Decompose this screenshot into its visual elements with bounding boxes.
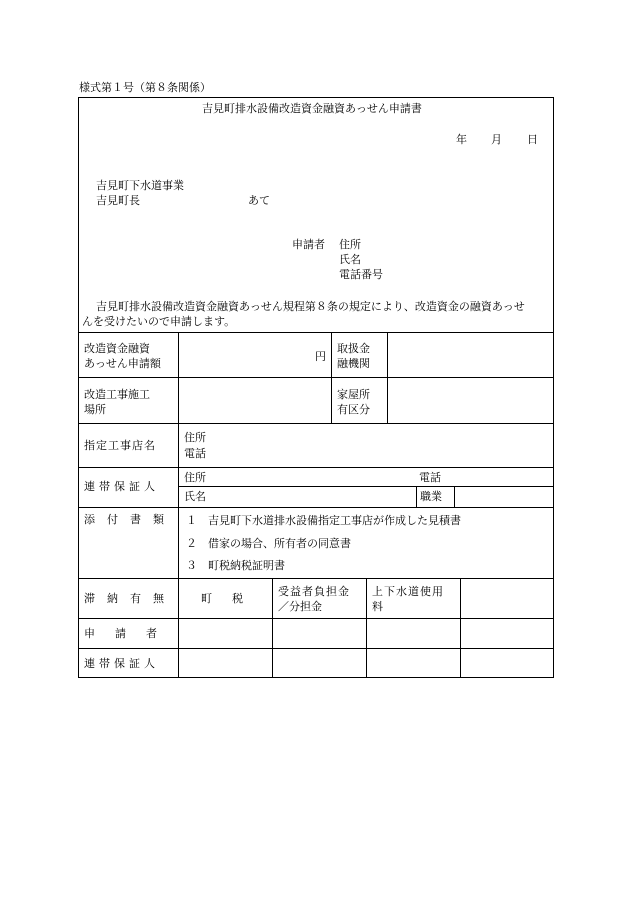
attachments-label: 添付書類 (84, 513, 176, 526)
contractor-phone-label: 電話 (184, 447, 206, 460)
table-top-line (78, 332, 554, 333)
addressee-org: 吉見町下水道事業 (96, 179, 184, 192)
row-line (78, 618, 554, 619)
loan-amount-label-2: あっせん申請額 (84, 357, 161, 370)
row-line (78, 377, 554, 378)
guarantor-address-label: 住所 (184, 471, 206, 484)
usage-fee-label-2: 料 (372, 600, 383, 613)
row-line (178, 486, 554, 487)
date-day: 日 (527, 133, 538, 146)
addressee-mayor: 吉見町長 (96, 194, 140, 207)
attachment-item: １ 吉見町下水道排水設備指定工事店が作成した見積書 (186, 514, 461, 527)
date-year: 年 (456, 133, 467, 146)
usage-fee-label-1: 上下水道使用 (372, 585, 444, 598)
guarantor-label: 連帯保証人 (84, 480, 159, 493)
applicant-phone: 電話番号 (339, 268, 383, 281)
owner-label-1: 家屋所 (337, 388, 370, 401)
applicant-label: 申請者 (292, 238, 325, 251)
col-divider (272, 578, 273, 678)
applicant-name: 氏名 (339, 253, 361, 266)
col-divider (416, 486, 417, 507)
contractor-address-label: 住所 (184, 431, 206, 444)
bank-label-1: 取扱金 (337, 342, 370, 355)
bank-field[interactable] (389, 334, 552, 375)
attachment-item: ２ 借家の場合、所有者の同意書 (186, 537, 351, 550)
col-divider (366, 578, 367, 678)
owner-field[interactable] (389, 379, 552, 421)
row-line (78, 578, 554, 579)
site-label-2: 場所 (84, 403, 106, 416)
guarantor-name-label: 氏名 (184, 490, 206, 503)
col-divider (331, 332, 332, 423)
site-field[interactable] (180, 379, 329, 421)
bank-label-2: 融機関 (337, 357, 370, 370)
attachment-item: ３ 町税納税証明書 (186, 559, 285, 572)
site-label-1: 改造工事施工 (84, 388, 150, 401)
col-divider (387, 332, 388, 423)
contractor-label: 指定工事店名 (84, 439, 156, 452)
row-line (78, 423, 554, 424)
loan-amount-field[interactable] (180, 334, 329, 375)
date-month: 月 (491, 133, 502, 146)
loan-amount-label-1: 改造資金融資 (84, 342, 150, 355)
arrears-label: 滞納有無 (84, 592, 176, 605)
row-line (78, 648, 554, 649)
town-tax-label: 町税 (201, 592, 263, 605)
owner-label-2: 有区分 (337, 403, 370, 416)
applicant-address: 住所 (339, 238, 361, 251)
col-divider (454, 486, 455, 507)
guarantor-job-label: 職業 (420, 490, 442, 503)
guarantor-phone-label: 電話 (419, 471, 441, 484)
row-line (78, 467, 554, 468)
col-divider (460, 578, 461, 678)
addressee-suffix: あて (248, 194, 270, 207)
burden-label-2: ／分担金 (278, 600, 322, 613)
body-text-line1: 吉見町排水設備改造資金融資あっせん規程第８条の規定により、改造資金の融資あっせ (96, 300, 525, 313)
applicant-row-label: 申請者 (84, 627, 177, 640)
form-number: 様式第１号（第８条関係） (79, 81, 211, 94)
burden-label-1: 受益者負担金 (278, 585, 350, 598)
body-text-line2: んを受けたいので申請します。 (82, 315, 236, 328)
row-line (78, 507, 554, 508)
form-title: 吉見町排水設備改造資金融資あっせん申請書 (202, 102, 422, 115)
label-column-divider (178, 332, 179, 678)
yen-unit: 円 (315, 350, 326, 363)
guarantor-row-label: 連帯保証人 (84, 657, 159, 670)
